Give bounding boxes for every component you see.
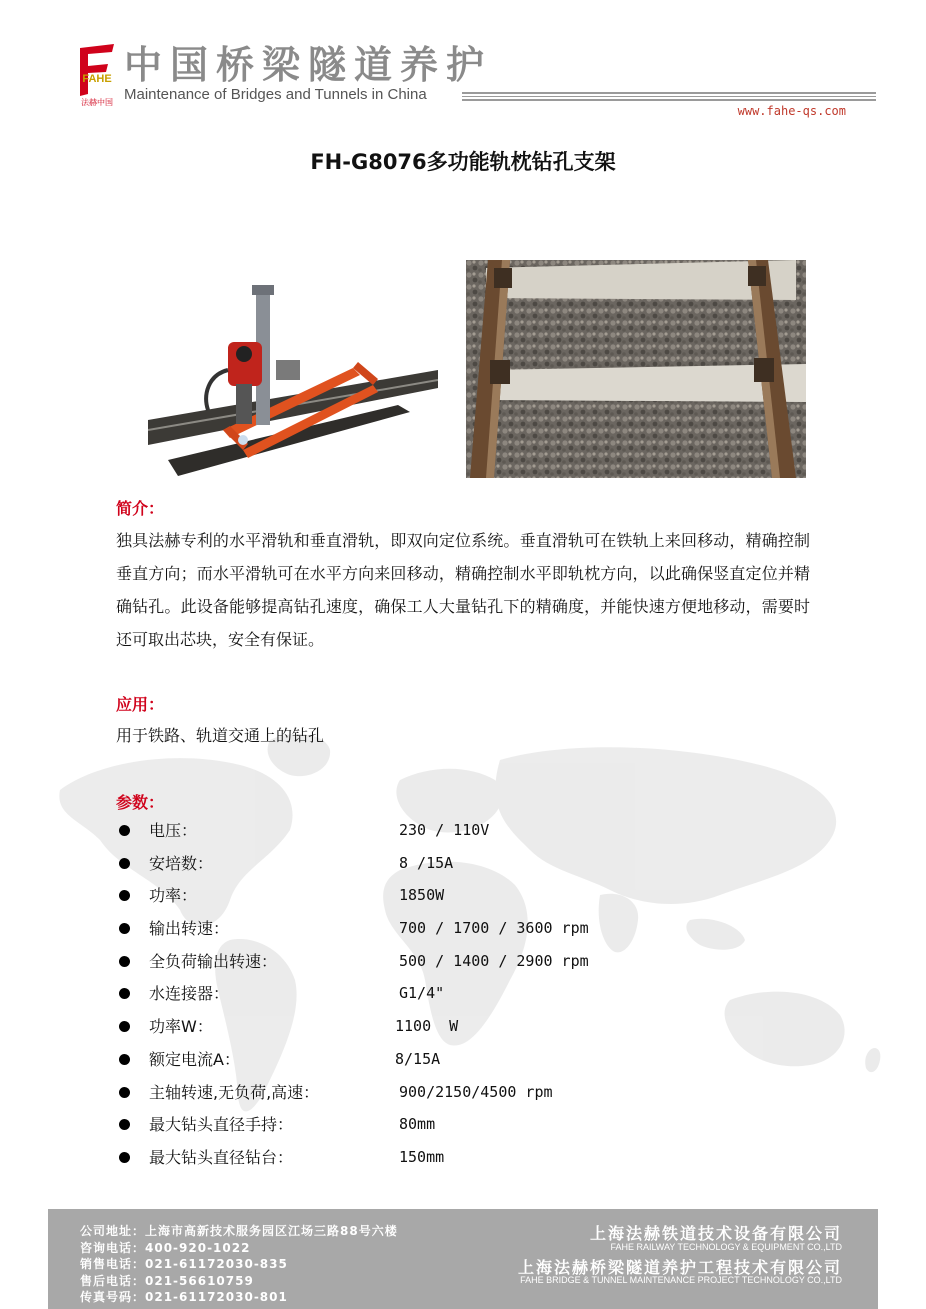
spec-label: 功率： [149,886,198,906]
spec-value: 80mm [399,1115,436,1134]
bullet-icon [119,825,130,836]
bullet-icon [119,1021,130,1032]
spec-value: 700 / 1700 / 3600 rpm [399,919,589,938]
footer-contacts [80,1223,398,1306]
specs-heading: 参数： [116,793,165,812]
website-url[interactable]: www.fahe-qs.com [737,104,846,118]
spec-value: G1/4" [399,984,445,1003]
spec-label: 功率W： [149,1017,213,1037]
company2-name-en: FAHE BRIDGE & TUNNEL MAINTENANCE PROJECT TECHNOLOGY CO.,LTD [520,1275,842,1285]
spec-value: 230 / 110V [399,821,490,839]
spec-row [116,1079,836,1112]
product-photo-drill-rig [148,280,438,480]
logo-subtext: 法赫中国 [81,98,113,107]
spec-label: 额定电流A： [149,1049,240,1069]
contact-fax: 传真号码：021-61172030-801 [80,1290,288,1304]
usage-heading: 应用： [116,695,165,714]
usage-text: 用于铁路、轨道交通上的钻孔 [116,726,325,745]
spec-value: 8 /15A [399,853,454,872]
company1-name-cn: 上海法赫铁道技术设备有限公司 [589,1224,842,1243]
logo-text: FAHE [82,73,112,85]
spec-row [116,1046,836,1079]
spec-label: 最大钻头直径钻台： [149,1147,294,1167]
bullet-icon [119,1152,130,1163]
brand-title-en: Maintenance of Bridges and Tunnels in China [124,86,427,103]
spec-value: 150mm [399,1147,445,1166]
spec-row [116,980,836,1013]
spec-row [116,1144,836,1177]
contact-address: 公司地址：上海市高新技术服务园区江场三路88号六楼 [80,1224,398,1238]
company2-name-cn: 上海法赫桥梁隧道养护工程技术有限公司 [517,1258,842,1277]
spec-row [116,817,836,850]
contact-service-phone: 售后电话：021-56610759 [80,1273,254,1288]
bullet-icon [119,1054,130,1065]
spec-label: 安培数： [149,853,214,873]
company1-name-en: FAHE RAILWAY TECHNOLOGY & EQUIPMENT CO.,LTD [610,1242,842,1252]
contact-sales-phone: 销售电话：021-61172030-835 [80,1257,288,1271]
bullet-icon [119,956,130,967]
fahe-logo [76,42,118,108]
bullet-icon [119,1087,130,1098]
spec-row [116,882,836,915]
spec-row [116,915,836,948]
bullet-icon [119,1119,130,1130]
bullet-icon [119,923,130,934]
spec-value: 500 / 1400 / 2900 rpm [399,951,589,970]
spec-value: 8/15A [395,1049,441,1068]
header-divider-line [462,92,876,94]
spec-label: 电压： [149,821,198,840]
intro-heading: 简介： [116,499,165,518]
spec-list [116,817,836,1177]
spec-label: 主轴转速,无负荷,高速： [149,1082,320,1102]
header-divider-line-bottom [462,99,876,101]
bullet-icon [119,858,130,869]
bullet-icon [119,988,130,999]
contact-hotline: 咨询电话：400-920-1022 [80,1240,251,1255]
spec-label: 最大钻头直径手持： [149,1115,294,1135]
spec-label: 全负荷输出转速： [149,951,278,971]
footer-bar [48,1209,878,1309]
spec-row [116,1013,836,1046]
railway-track-photo [466,260,806,478]
spec-value: 1100 W [395,1017,459,1036]
brand-title-cn: 中国桥梁隧道养护 [124,43,493,87]
spec-row [116,1111,836,1144]
spec-row [116,850,836,883]
bullet-icon [119,890,130,901]
spec-label: 输出转速： [149,919,230,939]
spec-row [116,948,836,981]
spec-value: 900/2150/4500 rpm [399,1082,553,1101]
page-title: FH-G8076多功能轨枕钻孔支架 [310,150,616,174]
spec-value: 1850W [399,886,445,905]
intro-paragraph: 独具法赫专利的水平滑轨和垂直滑轨，即双向定位系统。垂直滑轨可在铁轨上来回移动，精确控制垂直方向；而水平滑轨可在水平方向来回移动，精确控制水平即轨枕方向，以此确保竖直定位并精确钻孔。此设备能够提高钻孔速度，确保工人大量钻孔下的精确度，并能快速方便地移动，需要时还可取出芯块，安全有保证。 [116,531,810,649]
spec-label: 水连接器： [149,984,230,1004]
header-divider-line-thin [462,96,876,97]
